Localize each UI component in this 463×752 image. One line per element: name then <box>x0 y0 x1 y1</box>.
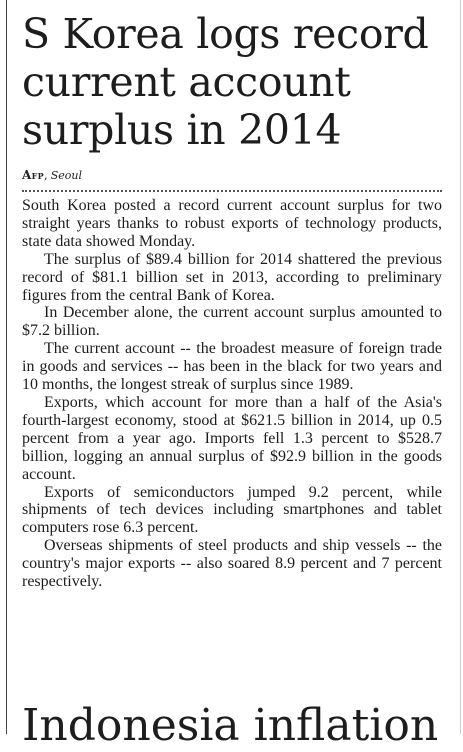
article <box>22 10 442 591</box>
next-article-headline: Indonesia inflation <box>22 700 439 751</box>
byline-separator: , <box>43 168 48 182</box>
headline-line: current account <box>22 58 351 106</box>
paragraph: Exports, which account for more than a half of the Asia's fourth-largest economy, stood at $621.5 billion in 2014, up 0.5 percent from a year ago. Imports fell 1.3 percent to $528.7 billion, logging an annual surplus of $92.9 billion in the goods account. <box>22 393 442 483</box>
column-rule-left <box>6 0 7 734</box>
headline <box>22 10 442 154</box>
headline-line: surplus in 2014 <box>22 106 342 154</box>
paragraph: Overseas shipments of steel products and ship vessels -- the country's major exports -- also soared 8.9 percent and 7 percent respectively. <box>22 537 442 591</box>
byline-agency: Afp <box>22 168 44 182</box>
column-rule-right <box>460 0 461 734</box>
headline-line: S Korea logs record <box>22 10 429 58</box>
byline-city: Seoul <box>50 169 83 182</box>
byline <box>22 168 442 183</box>
paragraph: South Korea posted a record current account surplus for two straight years thanks to robust exports of technology products, state data showed Monday. <box>22 197 442 250</box>
paragraph: The current account -- the broadest measure of foreign trade in goods and services -- has been in the black for two years and 10 months, the longest streak of surplus since 1989. <box>22 340 442 394</box>
article-body <box>22 197 442 591</box>
paragraph: In December alone, the current account surplus amounted to $7.2 billion. <box>22 304 442 340</box>
paragraph: The surplus of $89.4 billion for 2014 shattered the previous record of $81.1 billion set in 2013, according to preliminary figures from the central Bank of Korea. <box>22 250 442 304</box>
dotted-divider <box>22 190 442 192</box>
paragraph: Exports of semiconductors jumped 9.2 percent, while shipments of tech devices including smartphones and tablet computers rose 6.3 percent. <box>22 483 442 537</box>
